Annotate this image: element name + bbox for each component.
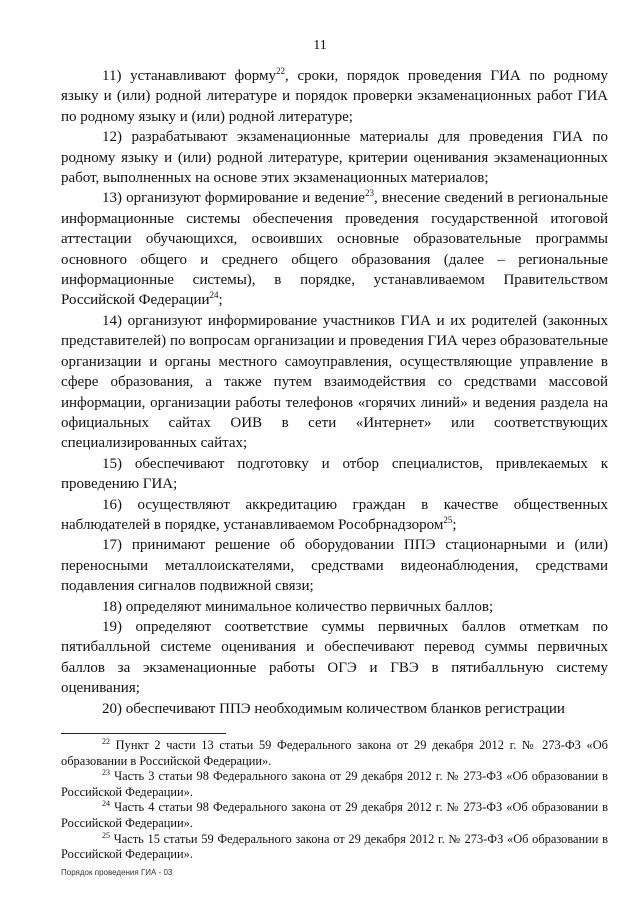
footnote-ref: 24	[102, 799, 110, 809]
footnote-divider	[61, 733, 226, 734]
footnote-ref: 25	[102, 830, 110, 840]
list-item	[61, 597, 608, 617]
main-text	[61, 66, 608, 719]
text-run: 17) принимают решение об оборудовании ППЭ стационарными и (или) переносными металлоискателями, средствами видеонаблюдения, средствами подавления сигналов подвижной связи;	[61, 537, 608, 595]
text-run: Часть 15 статьи 59 Федерального закона от 29 декабря 2012 г. № 273-ФЗ «Об образовании в Российской Федерации».	[61, 831, 608, 862]
footnote-ref: 23	[364, 188, 374, 199]
list-item	[61, 495, 608, 536]
footnote	[61, 832, 608, 863]
text-run: 18) определяют минимальное количество первичных баллов;	[102, 598, 494, 615]
footer-label: Порядок проведения ГИА - 03	[61, 868, 173, 877]
page-number: 11	[313, 38, 327, 53]
footnote-ref: 23	[102, 768, 110, 778]
footnote-ref: 22	[276, 66, 286, 76]
list-item	[61, 535, 608, 596]
footnote	[61, 800, 608, 831]
footnote-ref: 24	[209, 290, 219, 301]
footnote	[61, 769, 608, 800]
text-run: ;	[452, 516, 457, 533]
text-run: 12) разрабатывают экзаменационные материалы для проведения ГИА по родному языку и (или) родной литературе, критерии оценивания экзаменационных работ, выполненных на основе этих экзаменационных материалов;	[61, 129, 608, 187]
list-item	[61, 454, 608, 495]
text-run: 19) определяют соответствие суммы первичных баллов отметкам по пятибалльной системе оценивания и обеспечивают перевод суммы первичных баллов за экзаменационные работы ОГЭ и ГВЭ в пятибалльную систему оценивания;	[61, 618, 608, 697]
text-run: 13) организуют формирование и ведение	[102, 190, 365, 207]
footnote-ref: 25	[443, 514, 453, 525]
footnotes	[61, 738, 608, 863]
list-item	[61, 617, 608, 699]
text-run: Пункт 2 части 13 статьи 59 Федерального закона от 29 декабря 2012 г. № 273-ФЗ «Об образовании в Российской Федерации».	[61, 738, 608, 768]
list-item	[61, 699, 608, 719]
list-item	[61, 127, 608, 188]
list-item	[61, 311, 608, 454]
text-run: ;	[218, 292, 223, 309]
text-run: 20) обеспечивают ППЭ необходимым количеством бланков регистрации	[102, 700, 565, 717]
text-run: 11) устанавливают форму	[102, 68, 277, 84]
text-run: Часть 3 статьи 98 Федерального закона от 29 декабря 2012 г. № 273-ФЗ «Об образовании в Российской Федерации».	[61, 769, 608, 799]
list-item	[61, 188, 608, 310]
text-run: 15) обеспечивают подготовку и отбор специалистов, привлекаемых к проведению ГИА;	[61, 455, 608, 493]
footnote-ref: 22	[102, 737, 110, 746]
text-run: , внесение сведений в региональные информационные системы обеспечения проведения государственной итоговой аттестации обучающихся, освоивших основные образовательные программы основного общего и среднего общего образования (далее – региональные информационные системы), в порядке, устанавливаемом Правительством Российской Федерации	[61, 190, 608, 309]
text-run: 14) организуют информирование участников ГИА и их родителей (законных представителей) по вопросам организации и проведения ГИА через образовательные организации и органы местного самоуправления, осуществляющие управление в сфере образования, а также путем взаимодействия со средствами массовой информации, организации работы телефонов «горячих линий» и ведения раздела на официальных сайтах ОИВ в сети «Интернет» или соответствующих специализированных сайтах;	[61, 312, 608, 452]
text-run: 16) осуществляют аккредитацию граждан в качестве общественных наблюдателей в порядке, устанавливаемом Рособрнадзором	[61, 496, 608, 533]
list-item	[61, 66, 608, 127]
footnote	[61, 738, 608, 769]
text-run: , сроки, порядок проведения ГИА по родному языку и (или) родной литературе и порядок проверки экзаменационных работ ГИА по родному языку и (или) родной литературе;	[61, 68, 609, 125]
text-run: Часть 4 статьи 98 Федерального закона от 29 декабря 2012 г. № 273-ФЗ «Об образовании в Российской Федерации».	[61, 800, 608, 830]
